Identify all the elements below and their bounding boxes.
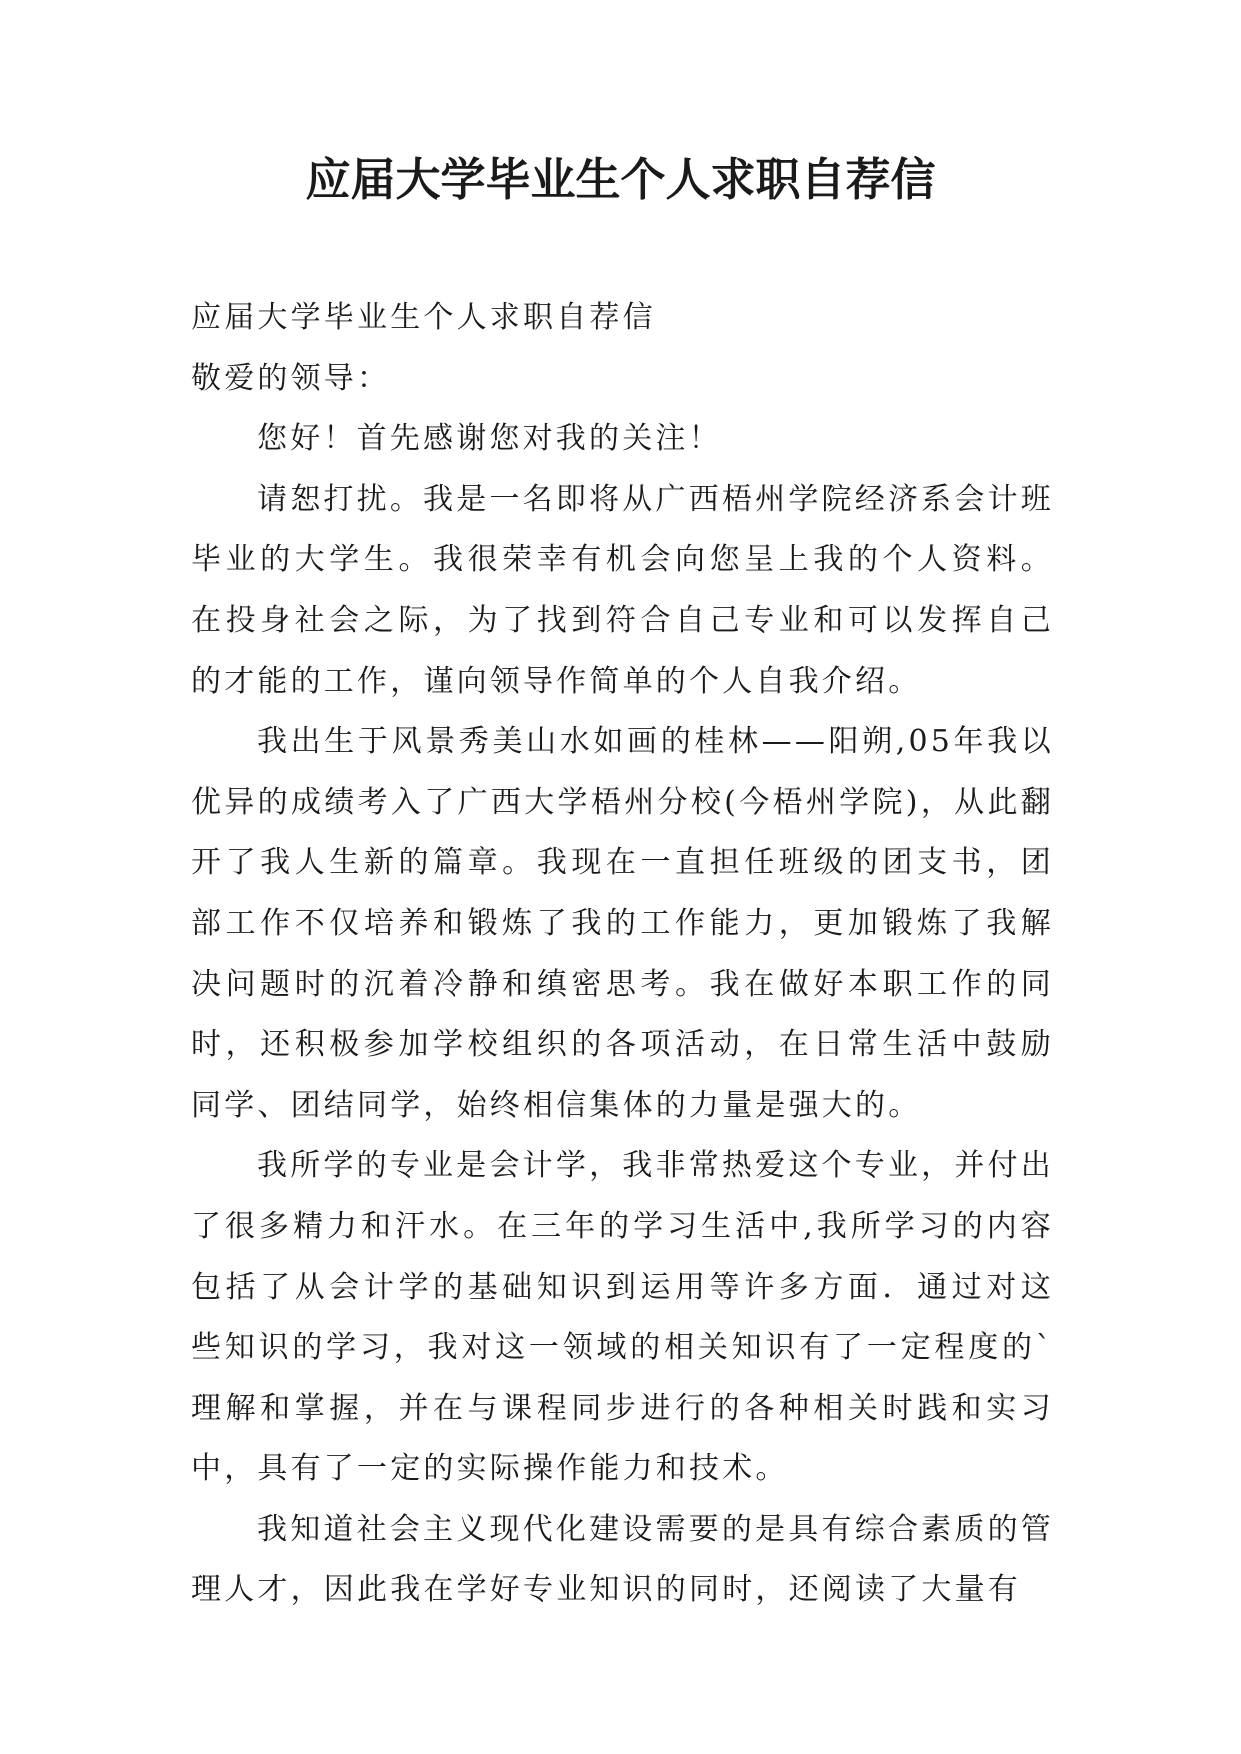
- heading-line: 应届大学毕业生个人求职自荐信: [191, 300, 656, 335]
- paragraph-skills: 我知道社会主义现代化建设需要的是具有综合素质的管理人才，因此我在学好专业知识的同时，还阅读了大量有: [191, 1511, 1054, 1608]
- document-title: 应届大学毕业生个人求职自荐信: [305, 153, 936, 206]
- salutation: 敬爱的领导：: [191, 360, 391, 396]
- paragraph-background: 我出生于风景秀美山水如画的桂林——阳朔,05年我以优异的成绩考入了广西大学梧州分校(今梧州学院)，从此翻开了我人生新的篇章。我现在一直担任班级的团支书，团部工作不仅培养和锻炼了我的工作能力，更加锻炼了我解决问题时的沉着冷静和缜密思考。我在做好本职工作的同时，还积极参加学校组织的各项活动，在日常生活中鼓励同学、团结同学，始终相信集体的力量是强大的。: [191, 724, 1054, 1123]
- document-body: [191, 288, 1054, 1621]
- paragraph-major: 我所学的专业是会计学，我非常热爱这个专业，并付出了很多精力和汗水。在三年的学习生活中,我所学习的内容包括了从会计学的基础知识到运用等许多方面．通过对这些知识的学习，我对这一领域的相关知识有了一定程度的`理解和掌握，并在与课程同步进行的各种相关时践和实习中，具有了一定的实际操作能力和技术。: [191, 1148, 1054, 1487]
- paragraph-introduction: 请恕打扰。我是一名即将从广西梧州学院经济系会计班毕业的大学生。我很荣幸有机会向您呈上我的个人资料。在投身社会之际，为了找到符合自己专业和可以发挥自己的才能的工作，谨向领导作简单的个人自我介绍。: [191, 481, 1054, 699]
- paragraph-greeting: 您好！首先感谢您对我的关注！: [257, 421, 722, 457]
